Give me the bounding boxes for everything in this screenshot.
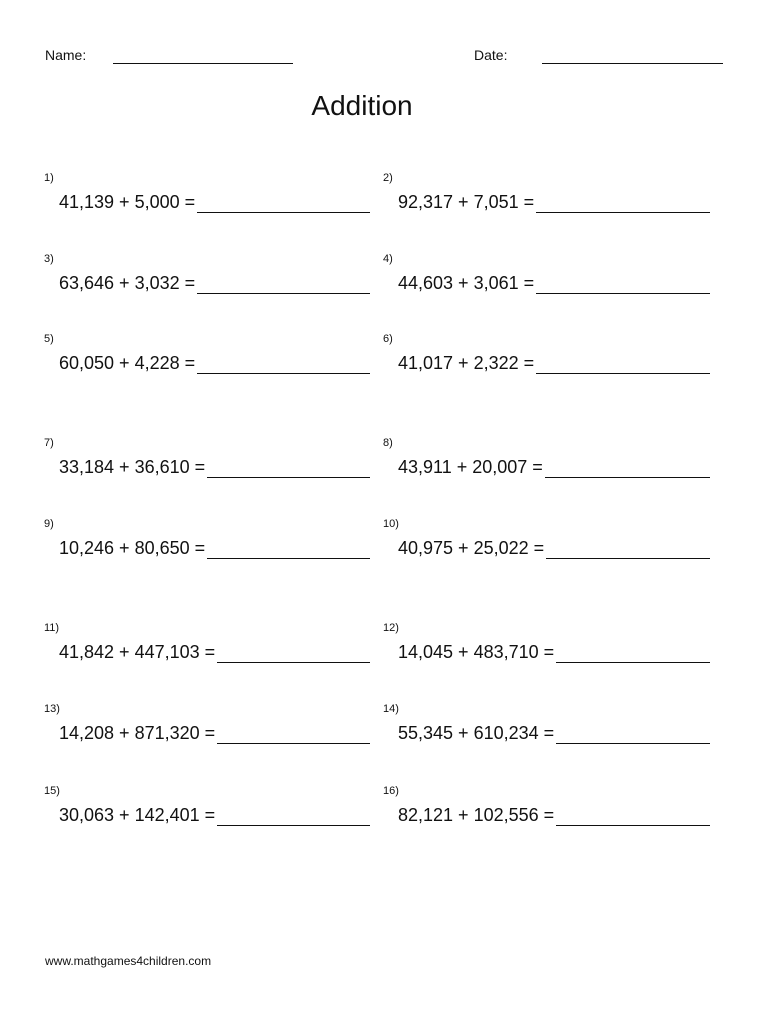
problem-14	[383, 702, 713, 762]
problem-16	[383, 784, 713, 844]
problem-expression-row	[59, 191, 370, 213]
name-label: Name:	[45, 47, 87, 63]
problem-expression: 60,050 + 4,228 =	[59, 353, 196, 373]
problem-number: 16)	[383, 785, 399, 797]
problem-5	[44, 332, 374, 392]
answer-blank[interactable]	[536, 293, 710, 294]
problem-number: 1)	[44, 172, 54, 184]
problem-expression: 92,317 + 7,051 =	[398, 192, 535, 212]
problem-1	[44, 171, 374, 231]
problem-number: 9)	[44, 518, 54, 530]
problem-expression-row	[398, 456, 710, 478]
problem-expression: 33,184 + 36,610 =	[59, 457, 206, 477]
answer-blank[interactable]	[556, 825, 710, 826]
problem-expression: 82,121 + 102,556 =	[398, 805, 555, 825]
date-line[interactable]	[542, 63, 723, 64]
problem-number: 5)	[44, 333, 54, 345]
problem-8	[383, 436, 713, 496]
problem-number: 7)	[44, 437, 54, 449]
answer-blank[interactable]	[556, 743, 710, 744]
problem-expression: 41,842 + 447,103 =	[59, 642, 216, 662]
answer-blank[interactable]	[197, 212, 370, 213]
answer-blank[interactable]	[217, 825, 370, 826]
problem-number: 12)	[383, 622, 399, 634]
answer-blank[interactable]	[545, 477, 710, 478]
problem-expression: 10,246 + 80,650 =	[59, 538, 206, 558]
problem-number: 14)	[383, 703, 399, 715]
problem-expression: 41,139 + 5,000 =	[59, 192, 196, 212]
problem-expression-row	[398, 352, 710, 374]
problem-expression: 14,208 + 871,320 =	[59, 723, 216, 743]
problem-expression-row	[59, 272, 370, 294]
page-title: Addition	[311, 90, 413, 121]
problem-expression: 40,975 + 25,022 =	[398, 538, 545, 558]
problem-expression: 41,017 + 2,322 =	[398, 353, 535, 373]
problem-expression-row	[398, 722, 710, 744]
problem-expression-row	[59, 722, 370, 744]
problem-number: 4)	[383, 253, 393, 265]
problem-expression: 30,063 + 142,401 =	[59, 805, 216, 825]
problem-expression: 63,646 + 3,032 =	[59, 273, 196, 293]
problem-12	[383, 621, 713, 681]
name-line[interactable]	[113, 63, 293, 64]
problem-expression-row	[59, 352, 370, 374]
problem-10	[383, 517, 713, 577]
problem-15	[44, 784, 374, 844]
problem-expression: 44,603 + 3,061 =	[398, 273, 535, 293]
problem-expression: 14,045 + 483,710 =	[398, 642, 555, 662]
problem-11	[44, 621, 374, 681]
answer-blank[interactable]	[546, 558, 710, 559]
problem-expression-row	[398, 272, 710, 294]
answer-blank[interactable]	[536, 373, 710, 374]
problem-expression-row	[59, 804, 370, 826]
problem-expression-row	[398, 191, 710, 213]
problem-number: 13)	[44, 703, 60, 715]
footer-url: www.mathgames4children.com	[45, 954, 212, 968]
problem-expression-row	[398, 537, 710, 559]
problem-number: 6)	[383, 333, 393, 345]
problem-expression-row	[59, 456, 370, 478]
problem-number: 3)	[44, 253, 54, 265]
answer-blank[interactable]	[217, 662, 370, 663]
answer-blank[interactable]	[197, 373, 370, 374]
problem-number: 10)	[383, 518, 399, 530]
answer-blank[interactable]	[197, 293, 370, 294]
problem-expression-row	[398, 804, 710, 826]
answer-blank[interactable]	[217, 743, 370, 744]
problem-expression: 43,911 + 20,007 =	[398, 457, 543, 477]
problem-expression-row	[398, 641, 710, 663]
problem-3	[44, 252, 374, 312]
problem-4	[383, 252, 713, 312]
problem-9	[44, 517, 374, 577]
problem-number: 11)	[44, 622, 60, 634]
problem-expression-row	[59, 641, 370, 663]
answer-blank[interactable]	[556, 662, 710, 663]
problem-expression: 55,345 + 610,234 =	[398, 723, 555, 743]
problem-7	[44, 436, 374, 496]
problem-number: 8)	[383, 437, 393, 449]
problem-2	[383, 171, 713, 231]
answer-blank[interactable]	[207, 558, 370, 559]
date-label: Date:	[474, 47, 508, 63]
problem-expression-row	[59, 537, 370, 559]
problem-6	[383, 332, 713, 392]
problem-13	[44, 702, 374, 762]
answer-blank[interactable]	[207, 477, 370, 478]
answer-blank[interactable]	[536, 212, 710, 213]
problem-number: 2)	[383, 172, 393, 184]
problem-number: 15)	[44, 785, 60, 797]
